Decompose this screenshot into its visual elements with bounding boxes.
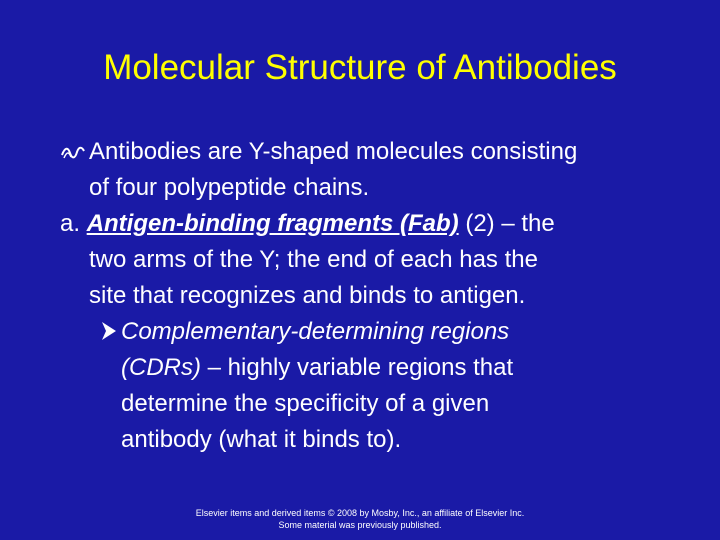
sub-item-line2-rest: – highly variable regions that bbox=[200, 354, 514, 381]
item-a-term: Antigen-binding fragments (Fab) bbox=[86, 210, 459, 237]
item-a-after-term: (2) – the bbox=[458, 210, 555, 237]
sub-item-line2 bbox=[121, 353, 513, 383]
item-a-line1 bbox=[60, 209, 555, 239]
wavy-bullet-icon bbox=[60, 143, 86, 161]
sub-item-cdrs-term: (CDRs) bbox=[121, 354, 201, 381]
footer-line2: Some material was previously published. bbox=[278, 520, 442, 530]
sub-item-line1: Complementary-determining regions bbox=[121, 318, 510, 345]
item-a-line3: site that recognizes and binds to antigen. bbox=[89, 282, 526, 309]
arrowhead-bullet-icon bbox=[100, 320, 118, 342]
footer-line1: Elsevier items and derived items © 2008 by Mosby, Inc., an affiliate of Elsevier Inc. bbox=[195, 508, 525, 518]
bullet1-line1: Antibodies are Y-shaped molecules consisting bbox=[89, 138, 578, 165]
sub-item-line3: determine the specificity of a given bbox=[121, 390, 490, 417]
copyright-footer bbox=[0, 507, 720, 531]
sub-item-line4: antibody (what it binds to). bbox=[121, 426, 402, 453]
item-a-label: a. bbox=[60, 210, 81, 237]
slide-title: Molecular Structure of Antibodies bbox=[103, 48, 617, 87]
item-a-line2: two arms of the Y; the end of each has the bbox=[89, 246, 538, 273]
bullet1-line2: of four polypeptide chains. bbox=[89, 174, 370, 201]
